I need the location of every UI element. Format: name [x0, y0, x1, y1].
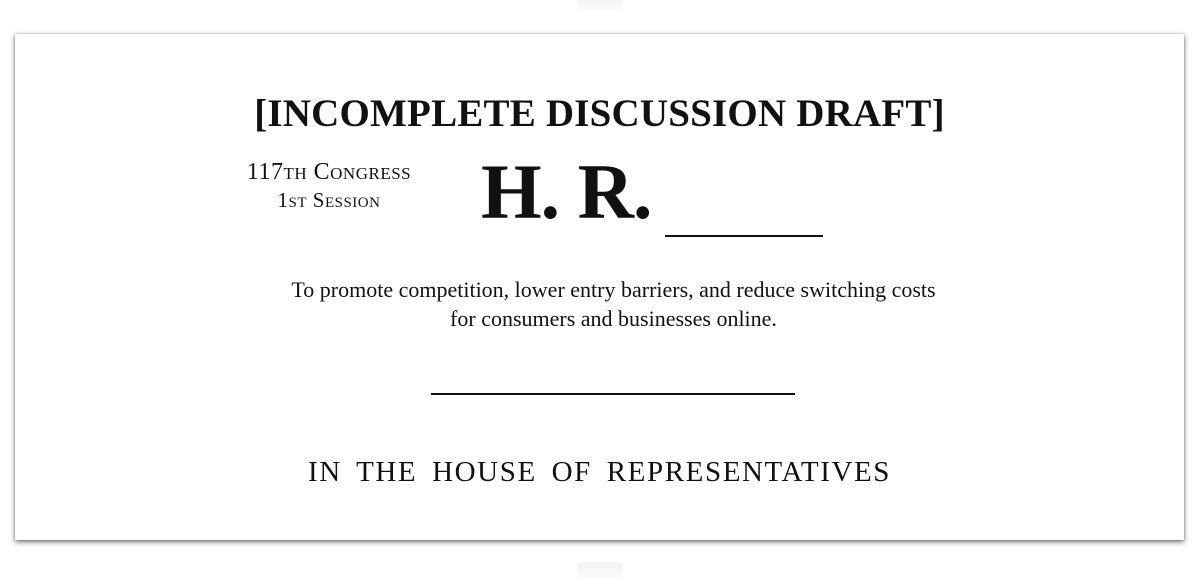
next-page-tab[interactable] [577, 562, 623, 578]
session-word: Session [312, 188, 381, 212]
draft-title: [INCOMPLETE DISCUSSION DRAFT] [254, 92, 945, 135]
congress-ordinal: th [283, 159, 308, 185]
session-ordinal: st [288, 188, 308, 212]
congress-session-block [211, 158, 447, 214]
divider-rule [431, 393, 795, 395]
congress-word: Congress [313, 159, 412, 185]
bill-label: H. R. [481, 148, 652, 235]
congress-line [211, 158, 447, 186]
purpose-line-1: To promote competition, lower entry barriers, and reduce switching costs [291, 277, 936, 302]
session-number: 1 [277, 188, 289, 212]
chamber-heading: IN THE HOUSE OF REPRESENTATIVES [307, 456, 892, 488]
session-line [211, 186, 447, 214]
bill-purpose [215, 275, 1012, 333]
previous-page-tab[interactable] [577, 0, 623, 10]
congress-number: 117 [246, 159, 284, 185]
document-page [15, 34, 1184, 540]
purpose-line-2: for consumers and businesses online. [450, 306, 777, 331]
bill-number-blank [665, 235, 823, 237]
